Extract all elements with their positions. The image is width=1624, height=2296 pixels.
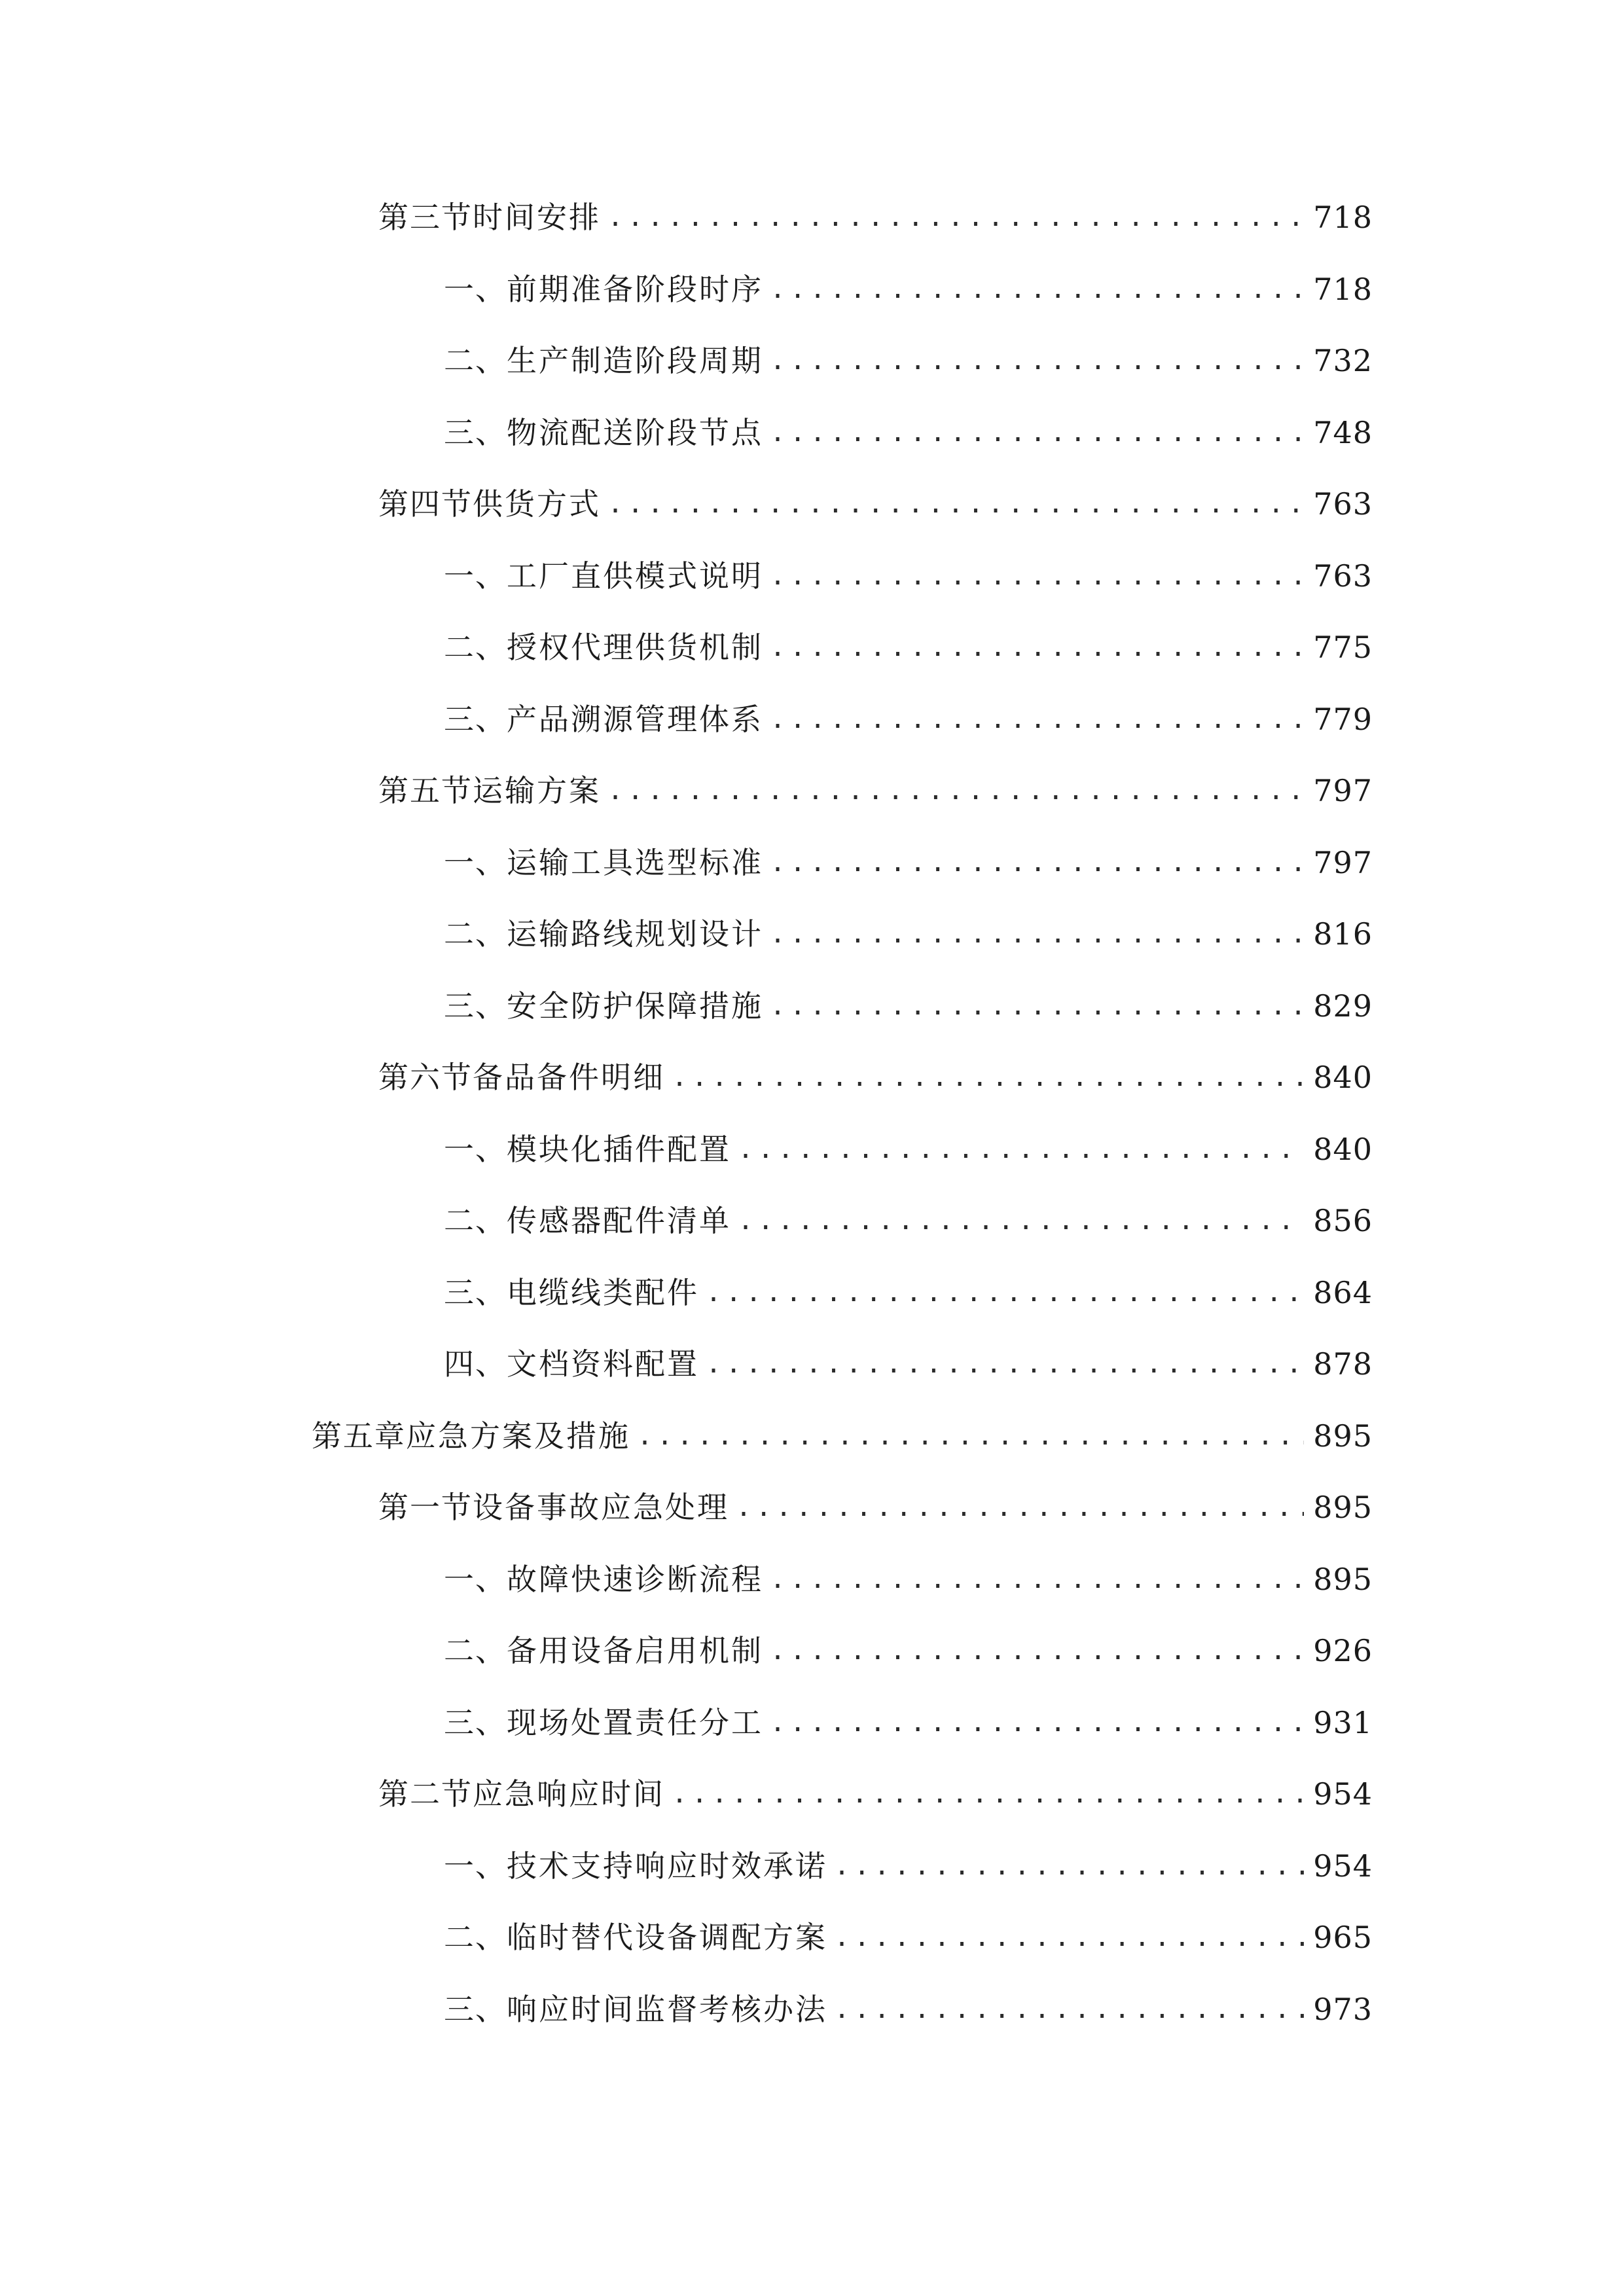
toc-entry-title: 临时替代设备调配方案 <box>507 1920 827 1955</box>
toc-entry-page-number: 973 <box>1313 1991 1373 2027</box>
dot-leader <box>738 1194 1304 1247</box>
toc-entry-item[interactable] <box>444 836 1373 889</box>
toc-entry-title: 故障快速诊断流程 <box>507 1561 763 1597</box>
toc-entry-chapter[interactable] <box>312 1410 1373 1462</box>
toc-entry-page-number: 931 <box>1313 1704 1373 1740</box>
toc-entry-number: 第一节 <box>378 1490 473 1525</box>
toc-entry-title: 供货方式 <box>473 486 601 522</box>
dot-leader <box>770 334 1304 387</box>
toc-entry-page-number: 954 <box>1313 1848 1373 1884</box>
toc-entry-number: 二、 <box>444 916 507 952</box>
dot-leader <box>770 550 1304 602</box>
toc-entry-page-number: 878 <box>1313 1346 1373 1382</box>
toc-entry-page-number: 718 <box>1313 200 1373 235</box>
toc-entry-number: 第五章 <box>312 1418 406 1454</box>
toc-entry-page-number: 926 <box>1313 1633 1373 1668</box>
toc-entry-title: 现场处置责任分工 <box>507 1704 763 1740</box>
toc-entry-item[interactable] <box>444 263 1373 315</box>
toc-entry-item[interactable] <box>444 1911 1373 1964</box>
toc-entry-page-number: 864 <box>1313 1274 1373 1310</box>
toc-entry-page-number: 895 <box>1313 1418 1373 1454</box>
dot-leader <box>738 1123 1304 1175</box>
toc-entry-number: 二、 <box>444 630 507 665</box>
toc-entry-item[interactable] <box>444 1983 1373 2036</box>
dot-leader <box>770 621 1304 673</box>
toc-entry-page-number: 797 <box>1313 844 1373 880</box>
toc-entry-page-number: 816 <box>1313 916 1373 952</box>
toc-entry-title: 时间安排 <box>473 200 601 235</box>
toc-entry-page-number: 954 <box>1313 1776 1373 1812</box>
dot-leader <box>607 764 1304 817</box>
toc-entry-number: 第五节 <box>378 773 473 808</box>
toc-entry-title: 电缆线类配件 <box>507 1274 699 1310</box>
toc-entry-page-number: 895 <box>1313 1561 1373 1597</box>
toc-entry-section[interactable] <box>378 764 1373 817</box>
toc-entry-title: 运输方案 <box>473 773 601 808</box>
toc-entry-number: 三、 <box>444 1704 507 1740</box>
dot-leader <box>770 836 1304 889</box>
toc-entry-number: 一、 <box>444 1131 507 1167</box>
dot-leader <box>736 1481 1304 1534</box>
toc-entry-title: 备用设备启用机制 <box>507 1633 763 1668</box>
toc-entry-number: 三、 <box>444 1274 507 1310</box>
toc-entry-section[interactable] <box>378 1481 1373 1534</box>
toc-entry-number: 三、 <box>444 988 507 1024</box>
toc-entry-page-number: 763 <box>1313 486 1373 522</box>
toc-entry-number: 第四节 <box>378 486 473 522</box>
dot-leader <box>770 1624 1304 1677</box>
toc-entry-page-number: 895 <box>1313 1490 1373 1525</box>
toc-entry-section[interactable] <box>378 1051 1373 1103</box>
toc-entry-item[interactable] <box>444 1338 1373 1390</box>
toc-entry-title: 前期准备阶段时序 <box>507 271 763 307</box>
toc-entry-item[interactable] <box>444 1840 1373 1892</box>
toc-entry-page-number: 779 <box>1313 701 1373 737</box>
toc-entry-page-number: 748 <box>1313 414 1373 450</box>
toc-entry-title: 备品备件明细 <box>473 1060 665 1095</box>
toc-entry-item[interactable] <box>444 980 1373 1032</box>
toc-entry-title: 生产制造阶段周期 <box>507 343 763 378</box>
toc-entry-title: 设备事故应急处理 <box>473 1490 729 1525</box>
toc-entry-section[interactable] <box>378 1768 1373 1820</box>
dot-leader <box>770 908 1304 960</box>
toc-entry-number: 一、 <box>444 1561 507 1597</box>
toc-entry-number: 二、 <box>444 1920 507 1955</box>
toc-entry-number: 一、 <box>444 558 507 594</box>
toc-entry-title: 响应时间监督考核办法 <box>507 1991 827 2027</box>
toc-entry-title: 应急方案及措施 <box>406 1418 630 1454</box>
toc-entry-item[interactable] <box>444 1696 1373 1749</box>
toc-entry-title: 产品溯源管理体系 <box>507 701 763 737</box>
toc-entry-page-number: 732 <box>1313 343 1373 378</box>
toc-entry-title: 模块化插件配置 <box>507 1131 731 1167</box>
toc-entry-number: 第三节 <box>378 200 473 235</box>
dot-leader <box>672 1768 1304 1820</box>
toc-entry-page-number: 965 <box>1313 1920 1373 1955</box>
toc-entry-title: 传感器配件清单 <box>507 1203 731 1238</box>
toc-entry-title: 安全防护保障措施 <box>507 988 763 1024</box>
toc-entry-title: 物流配送阶段节点 <box>507 414 763 450</box>
dot-leader <box>706 1338 1304 1390</box>
toc-entry-item[interactable] <box>444 406 1373 459</box>
toc-entry-page-number: 840 <box>1313 1060 1373 1095</box>
toc-entry-number: 四、 <box>444 1346 507 1382</box>
dot-leader <box>672 1051 1304 1103</box>
toc-entry-item[interactable] <box>444 621 1373 673</box>
dot-leader <box>706 1266 1304 1319</box>
dot-leader <box>770 263 1304 315</box>
toc-entry-page-number: 840 <box>1313 1131 1373 1167</box>
toc-entry-number: 一、 <box>444 844 507 880</box>
toc-entry-number: 三、 <box>444 414 507 450</box>
toc-entry-item[interactable] <box>444 334 1373 387</box>
toc-entry-page-number: 718 <box>1313 271 1373 307</box>
dot-leader <box>607 191 1304 243</box>
dot-leader <box>607 478 1304 530</box>
toc-entry-number: 第二节 <box>378 1776 473 1812</box>
dot-leader <box>637 1410 1304 1462</box>
toc-entry-number: 一、 <box>444 271 507 307</box>
toc-entry-title: 运输路线规划设计 <box>507 916 763 952</box>
toc-entry-number: 二、 <box>444 1633 507 1668</box>
toc-entry-number: 一、 <box>444 1848 507 1884</box>
dot-leader <box>834 1840 1304 1892</box>
dot-leader <box>770 693 1304 745</box>
toc-entry-page-number: 797 <box>1313 773 1373 808</box>
toc-entry-title: 授权代理供货机制 <box>507 630 763 665</box>
toc-entry-number: 三、 <box>444 701 507 737</box>
toc-entry-item[interactable] <box>444 693 1373 745</box>
toc-entry-number: 二、 <box>444 343 507 378</box>
dot-leader <box>834 1983 1304 2036</box>
toc-entry-item[interactable] <box>444 1553 1373 1605</box>
toc-entry-title: 运输工具选型标准 <box>507 844 763 880</box>
toc-entry-title: 应急响应时间 <box>473 1776 665 1812</box>
toc-entry-item[interactable] <box>444 908 1373 960</box>
toc-entry-number: 三、 <box>444 1991 507 2027</box>
dot-leader <box>770 1553 1304 1605</box>
toc-entry-section[interactable] <box>378 478 1373 530</box>
toc-entry-number: 第六节 <box>378 1060 473 1095</box>
dot-leader <box>770 1696 1304 1749</box>
toc-entry-page-number: 829 <box>1313 988 1373 1024</box>
dot-leader <box>770 406 1304 459</box>
toc-entry-page-number: 763 <box>1313 558 1373 594</box>
toc-entry-title: 文档资料配置 <box>507 1346 699 1382</box>
toc-entry-section[interactable] <box>378 191 1373 243</box>
toc-entry-title: 技术支持响应时效承诺 <box>507 1848 827 1884</box>
dot-leader <box>834 1911 1304 1964</box>
toc-entry-item[interactable] <box>444 1266 1373 1319</box>
dot-leader <box>770 980 1304 1032</box>
toc-entry-title: 工厂直供模式说明 <box>507 558 763 594</box>
toc-entry-page-number: 856 <box>1313 1203 1373 1238</box>
toc-entry-item[interactable] <box>444 1123 1373 1175</box>
toc-entry-item[interactable] <box>444 1194 1373 1247</box>
toc-entry-page-number: 775 <box>1313 630 1373 665</box>
toc-entry-item[interactable] <box>444 550 1373 602</box>
toc-entry-item[interactable] <box>444 1624 1373 1677</box>
toc-entry-number: 二、 <box>444 1203 507 1238</box>
